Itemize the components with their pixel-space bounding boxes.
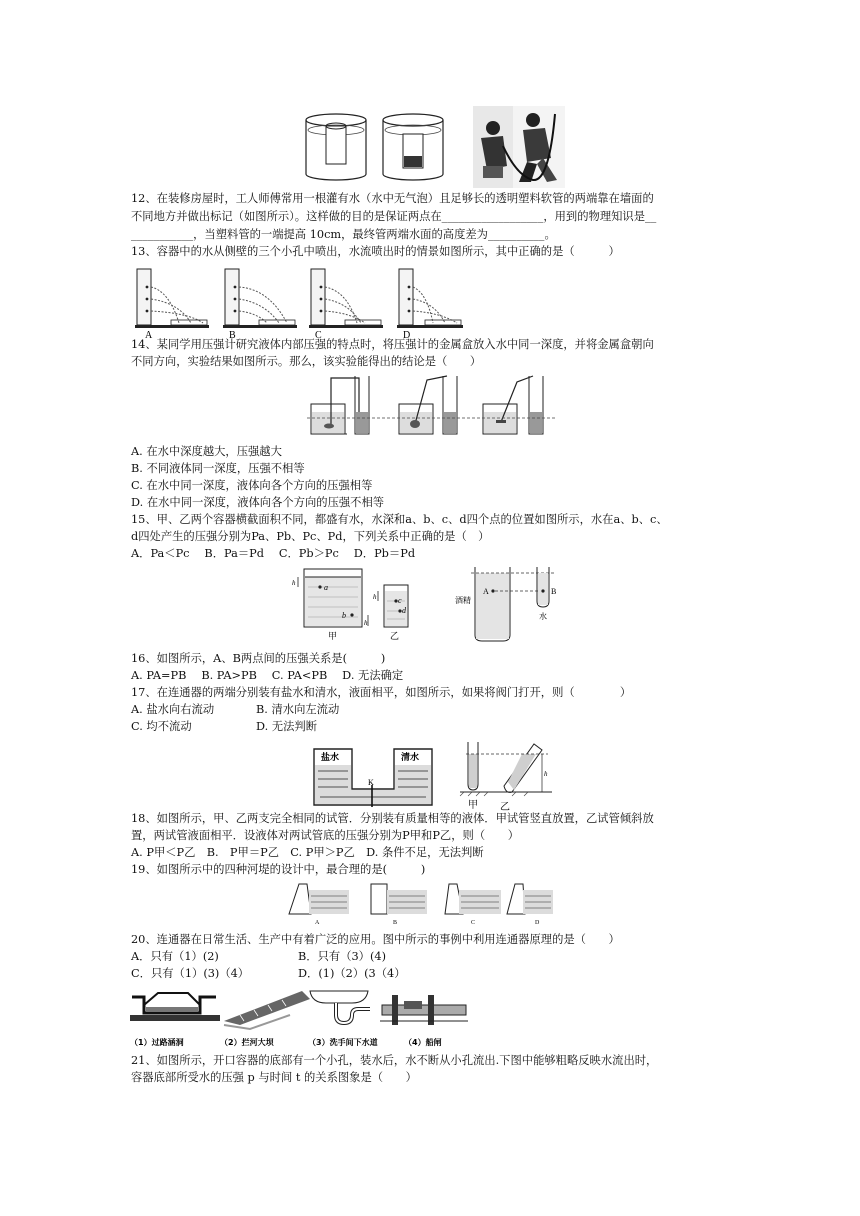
q14-setup-2 (399, 376, 457, 434)
q18-label-jia: 甲 (468, 800, 478, 811)
q20-figure-applications (130, 985, 470, 1051)
q14-option-a: A. 在水中深度越大，压强越大 (131, 445, 282, 458)
q20-option-b: B．只有（3）(4) (298, 950, 386, 963)
q14-setup-3 (483, 376, 543, 434)
svg-text:b: b (342, 611, 346, 620)
q18-label-yi: 乙 (500, 802, 510, 813)
q13-label-c: C (315, 330, 322, 341)
q20-dam-image (224, 991, 310, 1029)
q16-options: A. PA=PB B. PA>PB C. PA<PB D. 无法确定 (131, 669, 404, 682)
q17-label-salt: 盐水 (321, 753, 340, 763)
q19-dam-b (371, 884, 427, 914)
q13-container-b (223, 269, 297, 328)
svg-text:h: h (544, 770, 548, 778)
q16-label-water: 水 (539, 612, 547, 621)
q20-stem: 20、连通器在日常生活、生产中有着广泛的应用。图中所示的事例中利用连通器原理的是（ ） (131, 933, 620, 946)
q17-option-a: A. 盐水向右流动 (131, 703, 215, 716)
q19-stem: 19、如图所示中的四种河堤的设计中，最合理的是( ) (131, 863, 426, 876)
q20-option-c: C．只有（1）(3)（4） (131, 967, 250, 980)
q15-options: A．Pa＜Pc B．Pa＝Pd C．Pb＞Pc D．Pb＝Pd (131, 547, 416, 560)
q16-stem: 16、如图所示，A、B两点间的压强关系是( ) (131, 652, 386, 665)
cylinder-figure-middle (377, 112, 449, 184)
q13-label-a: A (145, 330, 153, 341)
q14-line-1: 14、某同学用压强计研究液体内部压强的特点时，将压强计的金属盒放入水中同一深度，并将金属盒朝向 (131, 338, 654, 351)
q13-label-b: B (229, 330, 236, 341)
svg-text:a: a (324, 583, 328, 592)
q15-h-label-1: h (292, 579, 296, 587)
q19-figure-dams (285, 880, 555, 926)
q19-dam-c (445, 884, 501, 914)
q12-line-1: 12、在装修房屋时，工人师傅常用一根灌有水（水中无气泡）且足够长的透明塑料软管的两端靠在墙面的 (131, 192, 654, 205)
q17-stem: 17、在连通器的两端分别装有盐水和清水，液面相平，如图所示，如果将阀门打开，则（ ） (131, 686, 632, 699)
workers-photo (473, 106, 565, 188)
q18-line-2: 置，两试管液面相平．设液体对两试管底的压强分别为P甲和P乙，则（ ） (131, 829, 520, 842)
q16-figure-alcohol-water (455, 563, 567, 645)
svg-text:B: B (551, 587, 557, 596)
q13-container-d (397, 269, 463, 328)
q18-figure-test-tubes (456, 738, 556, 814)
svg-text:A: A (483, 587, 489, 596)
q19-label-c: C (471, 920, 476, 926)
q14-option-d: D. 在水中同一深度，液体向各个方向的压强不相等 (131, 496, 385, 509)
q15-line-2: d四处产生的压强分别为Pa、Pb、Pc、Pd，下列关系中正确的是（ ） (131, 530, 490, 543)
q15-label-yi: 乙 (390, 631, 400, 641)
q20-caption-2: （2）拦河大坝 (220, 1038, 274, 1047)
q15-figure-jia-yi (290, 563, 422, 643)
q20-caption-1: （1）过路涵洞 (130, 1038, 184, 1047)
q17-label-fresh: 清水 (401, 753, 420, 763)
q15-h-label-3: h (373, 593, 377, 601)
q18-options: A. P甲＜P乙 B. P甲＝P乙 C. P甲＞P乙 D. 条件不足，无法判断 (131, 846, 484, 859)
cylinder-figure-left (300, 112, 372, 184)
q13-label-d: D (403, 330, 411, 341)
q17-option-c: C. 均不流动 (131, 720, 192, 733)
q13-container-c (309, 269, 383, 328)
q20-option-a: A．只有（1）(2) (131, 950, 219, 963)
q13-figure (135, 265, 465, 341)
q17-figure-connector (312, 745, 434, 809)
q21-line-2: 容器底部所受水的压强 p 与时间 t 的关系图象是（ ） (131, 1071, 417, 1084)
q17-option-d: D. 无法判断 (256, 720, 318, 733)
q18-line-1: 18、如图所示，甲、乙两支完全相同的试管．分别装有质量相等的液体．甲试管竖直放置，乙试管倾斜放 (131, 812, 654, 825)
q15-label-jia: 甲 (328, 631, 338, 641)
q17-option-b: B. 清水向左流动 (256, 703, 340, 716)
q19-label-b: B (393, 920, 398, 926)
q17-label-valve: K (368, 778, 374, 787)
q20-drain-image (310, 991, 370, 1023)
q15-line-1: 15、甲、乙两个容器横截面积不同，都盛有水，水深和a、b、c、d四个点的位置如图所示，水在a、b、c、 (131, 513, 668, 526)
q19-label-d: D (535, 920, 540, 926)
q12-line-3: ___________，当塑料管的一端提高 10cm，最终管两端水面的高度差为__________。 (131, 228, 556, 241)
q20-culvert-image (130, 993, 220, 1021)
q15-h-label-2: h (364, 619, 368, 627)
q20-caption-4: （4）船闸 (404, 1038, 442, 1047)
q14-line-2: 不同方向，实验结果如图所示。那么，该实验能得出的结论是（ ） (131, 355, 482, 368)
svg-text:d: d (402, 606, 406, 615)
svg-text:c: c (398, 596, 402, 605)
q20-caption-3: （3）洗手间下水道 (308, 1038, 378, 1047)
q13-container-a (135, 269, 209, 328)
q20-option-d: D．(1)（2）(3（4） (298, 967, 406, 980)
q19-label-a: A (315, 920, 320, 926)
q12-line-2: 不同地方并做出标记（如图所示）。这样做的目的是保证两点在__________________，用到的物理知识是__ (131, 210, 657, 223)
q19-dam-a (289, 884, 349, 914)
q16-label-alcohol: 酒精 (455, 596, 471, 605)
q19-dam-d (507, 884, 553, 914)
q14-option-c: C. 在水中同一深度，液体向各个方向的压强相等 (131, 479, 373, 492)
q14-option-b: B. 不同液体同一深度，压强不相等 (131, 462, 305, 475)
q13-stem: 13、容器中的水从侧壁的三个小孔中喷出，水流喷出时的情景如图所示，其中正确的是（ ） (131, 245, 620, 258)
q20-lock-image (380, 995, 468, 1025)
q14-figure (307, 372, 557, 440)
q21-line-1: 21、如图所示，开口容器的底部有一个小孔，装水后，水不断从小孔流出.下图中能够粗略反映水流出时， (131, 1054, 658, 1067)
q14-setup-1 (311, 376, 369, 434)
